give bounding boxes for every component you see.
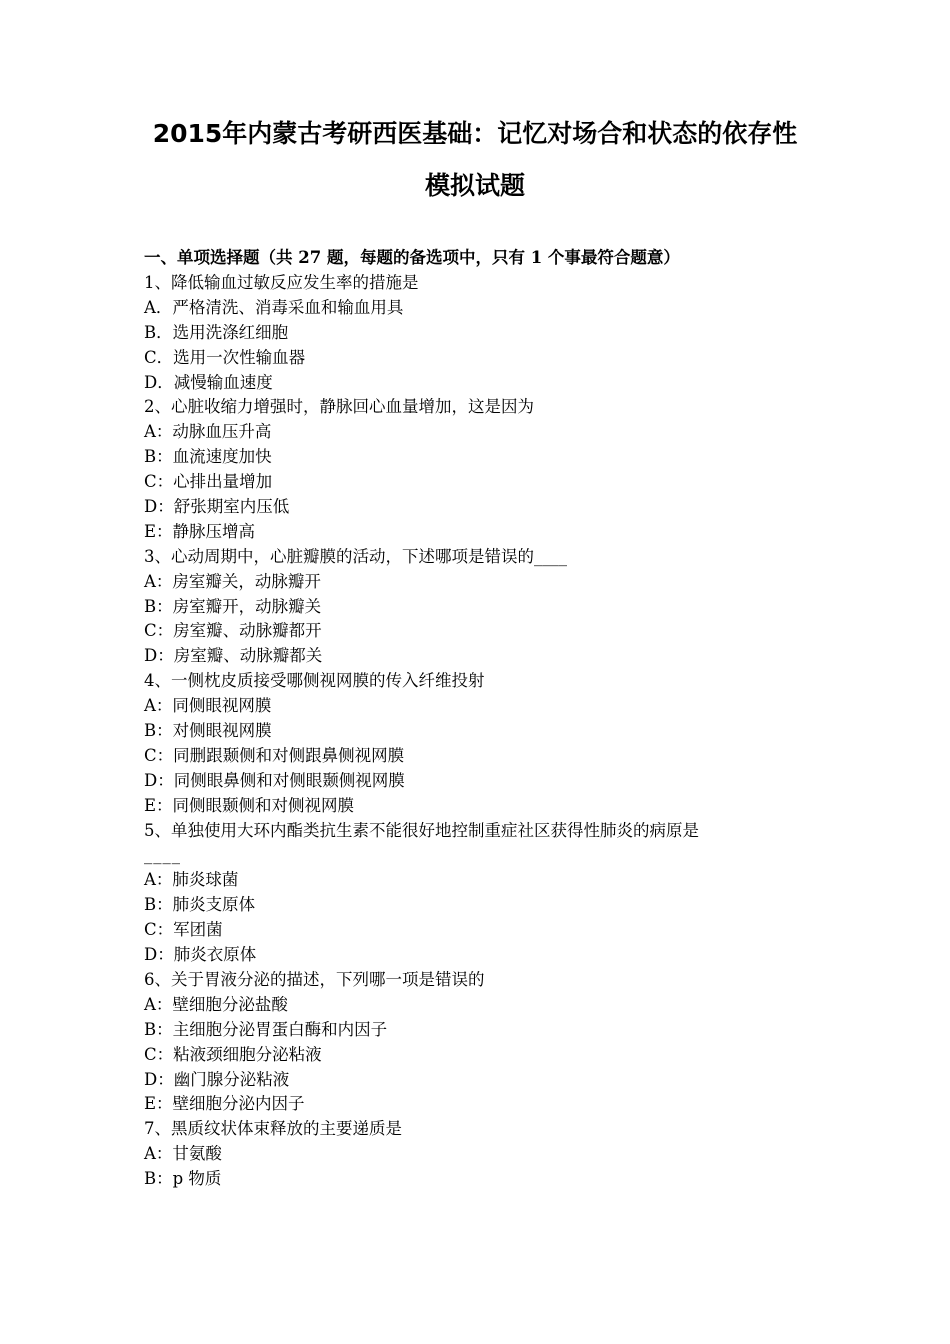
- question-option: D：幽门腺分泌粘液: [144, 1069, 290, 1089]
- question-stem: 6、关于胃液分泌的描述，下列哪一项是错误的: [144, 969, 485, 989]
- question-option: D：舒张期室内压低: [144, 497, 290, 517]
- question-option: A：房室瓣关，动脉瓣开: [144, 571, 321, 591]
- question-option: C：粘液颈细胞分泌粘液: [144, 1044, 322, 1064]
- question-option: E：静脉压增高: [144, 521, 256, 541]
- question-option: B：房室瓣开，动脉瓣关: [144, 596, 322, 616]
- question-stem: 4、一侧枕皮质接受哪侧视网膜的传入纤维投射: [144, 671, 485, 691]
- document-title-line-1: 2015年内蒙古考研西医基础：记忆对场合和状态的依存性: [152, 119, 798, 148]
- question-option: C：房室瓣、动脉瓣都开: [144, 621, 322, 641]
- question-option: A：肺炎球菌: [144, 870, 239, 890]
- question-option: A：甘氨酸: [144, 1144, 222, 1164]
- section-heading: 一、单项选择题（共 27 题，每题的备选项中，只有 1 个事最符合题意）: [144, 248, 680, 267]
- question-option: C：同删跟颞侧和对侧跟鼻侧视网膜: [144, 745, 405, 765]
- question-option: E：同侧眼颞侧和对侧视网膜: [144, 795, 355, 815]
- question-option: C：军团菌: [144, 920, 223, 940]
- question-option: D．减慢输血速度: [144, 372, 273, 392]
- question-stem: 2、心脏收缩力增强时，静脉回心血量增加，这是因为: [144, 397, 534, 417]
- question-option: B：对侧眼视网膜: [144, 721, 272, 741]
- question-stem: 5、单独使用大环内酯类抗生素不能很好地控制重症社区获得性肺炎的病原是: [144, 820, 699, 840]
- question-option: D：房室瓣、动脉瓣都关: [144, 646, 323, 666]
- question-option: A：壁细胞分泌盐酸: [144, 994, 288, 1014]
- question-stem: 1、降低输血过敏反应发生率的措施是: [144, 273, 419, 292]
- question-option: C：心排出量增加: [144, 472, 273, 492]
- question-option: A：动脉血压升高: [144, 422, 272, 442]
- question-option: D：肺炎衣原体: [144, 945, 257, 965]
- question-option: B：主细胞分泌胃蛋白酶和内因子: [144, 1019, 388, 1039]
- question-stem: 3、心动周期中，心脏瓣膜的活动，下述哪项是错误的____: [144, 546, 567, 566]
- question-stem: 7、黑质纹状体束释放的主要递质是: [144, 1119, 402, 1139]
- question-option: B：肺炎支原体: [144, 895, 256, 915]
- question-option: C．选用一次性输血器: [144, 347, 306, 367]
- question-list: [144, 271, 824, 1192]
- question-option: A．严格清洗、消毒采血和输血用具: [144, 297, 404, 317]
- question-option: B：p 物质: [144, 1169, 222, 1189]
- document-title-line-2: 模拟试题: [424, 171, 525, 200]
- question-option: A：同侧眼视网膜: [144, 696, 272, 716]
- question-option: B：血流速度加快: [144, 447, 272, 467]
- question-option: B．选用洗涤红细胞: [144, 322, 289, 342]
- question-option: D：同侧眼鼻侧和对侧眼颞侧视网膜: [144, 770, 405, 790]
- question-option: E：壁细胞分泌内因子: [144, 1094, 305, 1114]
- question-stem-continuation: ____: [144, 845, 181, 865]
